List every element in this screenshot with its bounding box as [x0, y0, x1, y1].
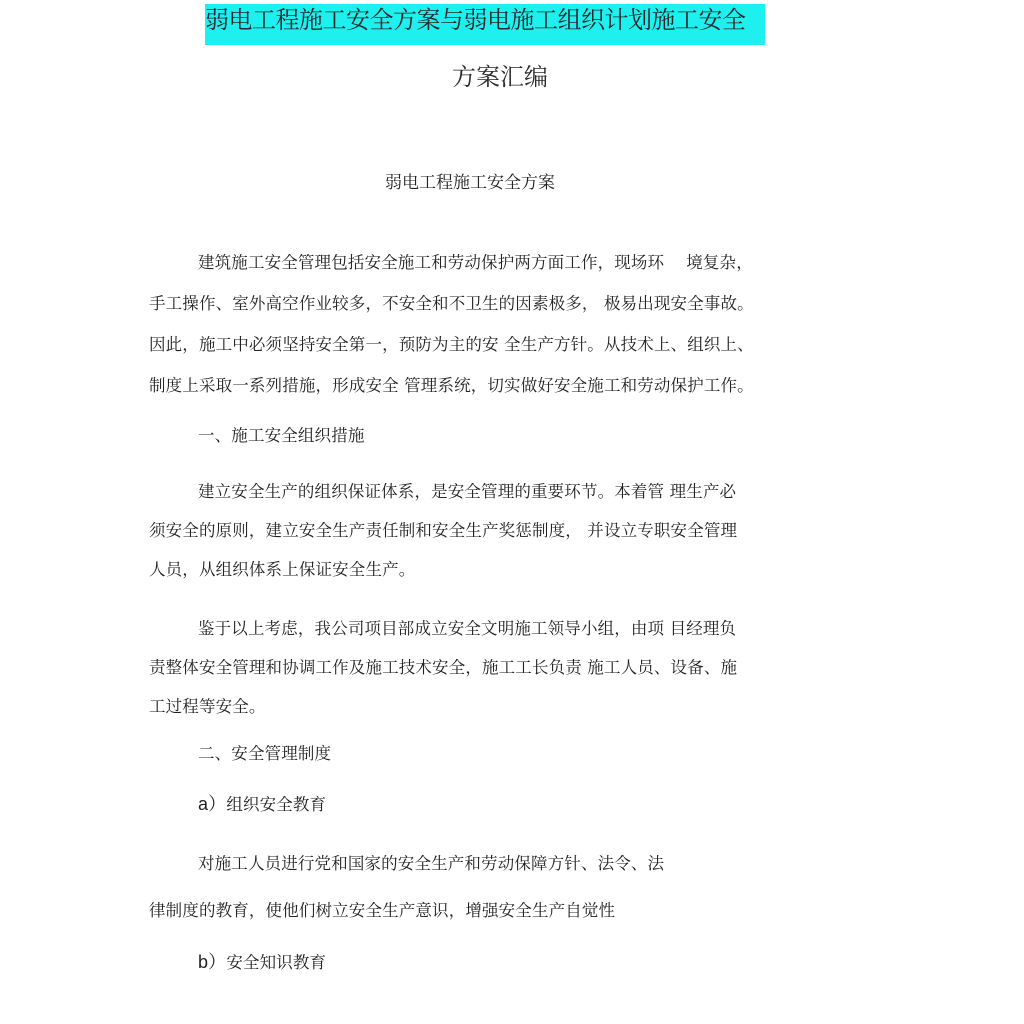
paragraph-3-line-2: 责整体安全管理和协调工作及施工技术安全，施工工长负责 施工人员、设备、施 — [149, 658, 738, 677]
list-item-b — [198, 950, 326, 975]
paragraph-2-line-1: 建立安全生产的组织保证体系，是安全管理的重要环节。本着管 理生产必 — [198, 482, 737, 501]
title-line-1-highlighted: 弱电工程施工安全方案与弱电施工组织计划施工安全 — [205, 4, 765, 45]
list-marker-a: a） — [198, 794, 227, 814]
list-marker-b: b） — [198, 952, 227, 972]
paragraph-1-line-4: 制度上采取一系列措施，形成安全 管理系统，切实做好安全施工和劳动保护工作。 — [149, 376, 754, 395]
title-line-2: 方案汇编 — [452, 63, 548, 91]
heading-1: 一、施工安全组织措施 — [198, 426, 365, 445]
paragraph-1-line-2: 手工操作、室外高空作业较多，不安全和不卫生的因素极多， 极易出现安全事故。 — [149, 294, 754, 313]
list-item-a — [198, 792, 326, 817]
list-item-b-text: 安全知识教育 — [226, 953, 327, 972]
paragraph-2-line-3: 人员，从组织体系上保证安全生产。 — [149, 560, 416, 579]
paragraph-2-line-2: 须安全的原则，建立安全生产责任制和安全生产奖惩制度， 并设立专职安全管理 — [149, 521, 738, 540]
section-subtitle: 弱电工程施工安全方案 — [385, 173, 555, 193]
paragraph-4-line-2: 律制度的教育，使他们树立安全生产意识，增强安全生产自觉性 — [149, 901, 616, 920]
paragraph-4-line-1: 对施工人员进行党和国家的安全生产和劳动保障方针、法令、法 — [198, 854, 665, 873]
paragraph-1-line-1: 建筑施工安全管理包括安全施工和劳动保护两方面工作，现场环 境复杂， — [198, 253, 753, 272]
paragraph-1-line-3: 因此，施工中必须坚持安全第一，预防为主的安 全生产方针。从技术上、组织上、 — [149, 335, 754, 354]
paragraph-3-line-1: 鉴于以上考虑，我公司项目部成立安全文明施工领导小组，由项 目经理负 — [198, 619, 737, 638]
paragraph-3-line-3: 工过程等安全。 — [149, 697, 266, 716]
heading-2: 二、安全管理制度 — [198, 744, 332, 763]
list-item-a-text: 组织安全教育 — [226, 795, 327, 814]
